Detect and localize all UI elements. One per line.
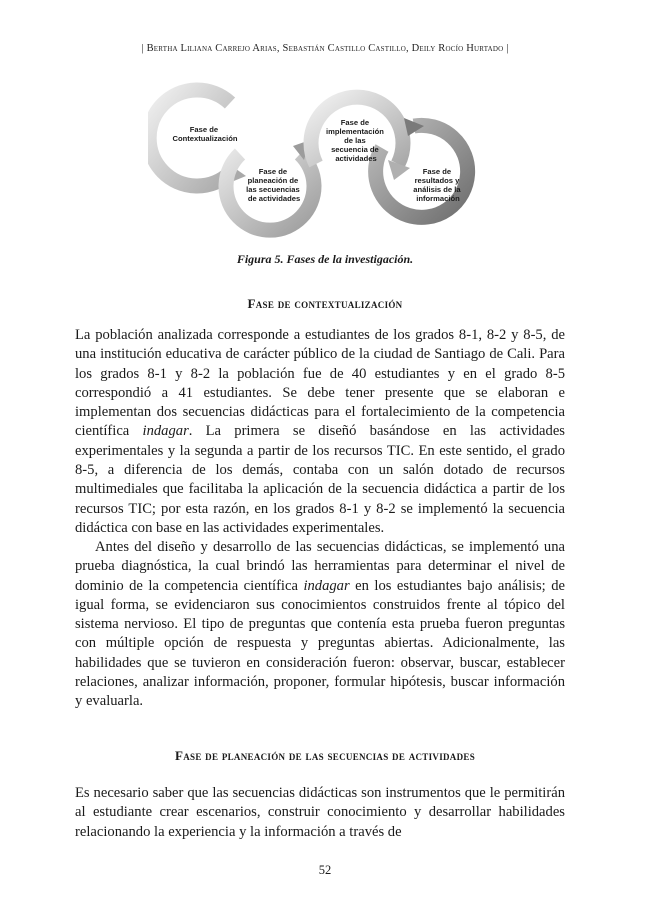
paragraph-poblacion: La población analizada corresponde a estudiantes de los grados 8-1, 8-2 y 8-5, de una institución educativa de carácter público de la ciudad de Santiago de Cali. Para los grados 8-1 y 8-2 la población fue de 40 estudiantes y en el grado 8-5 correspondió a 41 estudiantes. Se debe tener presente que se elaboran e implementan dos secuencias didácticas para el fortalecimiento de la competencia científica indagar. La primera se diseñó basándose en las actividades experimentales y la segunda a partir de los recursos TIC. En este sentido, el grado 8-5, a diferencia de los demás, contaba con un salón dotado de recursos multimediales que facilitaba la aplicación de la secuencia didáctica a partir de los recursos TIC; por esta razón, en los grados 8-1 y 8-2 se implementó la secuencia didáctica con base en las actividades experimentales. xyxy=(75,327,565,536)
phase-label-implementacion: Fase de implementación de las secuencia de actividades xyxy=(326,118,384,163)
section-heading-planeacion: Fase de planeación de las secuencias de actividades xyxy=(174,748,476,763)
paragraph-secuencias-didacticas: Es necesario saber que las secuencias didácticas son instrumentos que le permitirán al estudiante crear escenarios, construir conocimiento y desarrollar habilidades relacionando la experiencia y la información a través de xyxy=(75,785,565,840)
page-number: 52 xyxy=(318,863,332,877)
phase-label-planeacion: Fase de planeación de las secuencias de actividades xyxy=(246,167,301,203)
figure-caption: Figura 5. Fases de la investigación. xyxy=(236,252,414,266)
section-heading-contextualizacion: Fase de contextualización xyxy=(247,296,403,311)
paragraph-prueba-diagnostica: Antes del diseño y desarrollo de las secuencias didácticas, se implementó una prueba diagnóstica, la cual brindó las herramientas para determinar el nivel de dominio de la competencia científica indagar en los estudiantes bajo análisis; de igual forma, se evidenciaron sus conocimientos construidos frente al tópico del sistema nervioso. El tipo de preguntas que contenía esta prueba fueron preguntas con múltiple opción de respuesta y preguntas abiertas. Adicionalmente, las habilidades que se tuvieron en consideración fueron: observar, buscar, establecer relaciones, analizar información, proponer, formular hipótesis, buscar información y evaluarla. xyxy=(75,539,565,710)
research-phases-diagram xyxy=(148,82,500,242)
phase-label-resultados: Fase de resultados y análisis de la información xyxy=(413,167,461,203)
phase-label-contextualizacion: Fase de Contextualización xyxy=(172,125,238,143)
running-head: | Bertha Liliana Carrejo Arias, Sebastián Castillo Castillo, Deily Rocío Hurtado | xyxy=(141,43,509,54)
